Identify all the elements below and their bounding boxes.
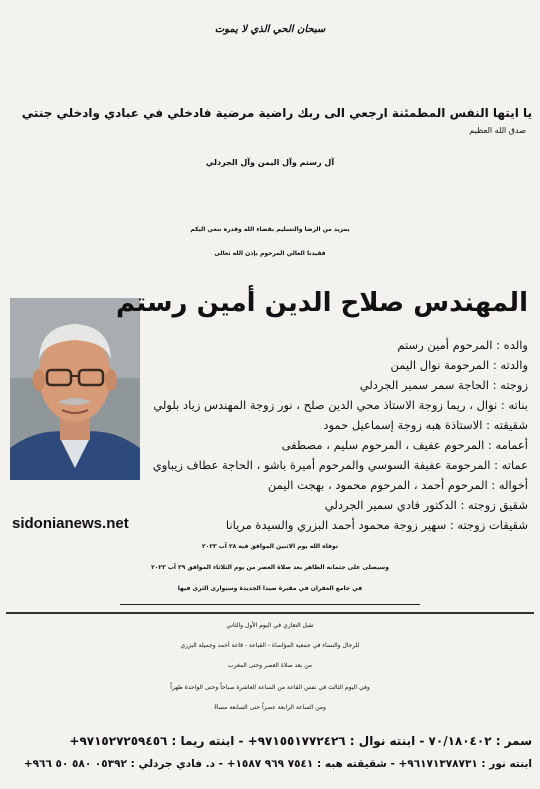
prayer-line: وسيصلى على جثمانه الطاهر بعد صلاة العصر من يوم الثلاثاء الموافق ٢٩ آب ٢٠٢٣	[151, 564, 389, 571]
phone-line: سمر : ٧٠/١٨٠٤٠٢ - ابنته نوال : ٩٧١٥٥١٧٧٢٤٢٦+ - ابنته ريما : ٩٧١٥٢٧٢٥٩٤٥٦+	[69, 734, 532, 748]
verse-source: صدق الله العظيم	[469, 126, 526, 135]
relative-line: والده : المرحوم أمين رستم	[397, 338, 528, 352]
intro-line-1: بمزيد من الرضا والتسليم بقضاء الله وقدره ننعي اليكم	[190, 226, 350, 233]
condolence-line: من بعد صلاة العصر وحتى المغرب	[228, 662, 312, 669]
relative-line: أخواله : المرحوم أحمد ، المرحوم محمود ، بهجت اليمن	[267, 478, 528, 492]
phone-line: ابنته نور : ٩٦١٧١٣٧٨٧٣١+ - شقيقته هبه : ٧٥٤١ ٩٦٩ ١٥٨٧+ - د. فادي جردلي : ٠٥٣٩٢ ٥٨٠ ٥٠ ٩٦٦+	[23, 758, 532, 770]
relative-line: شقيقات زوجته : سهير زوجة محمود أحمد البزري والسيدة مريانا	[225, 518, 528, 532]
relative-line: أعمامه : المرحوم عفيف ، المرحوم سليم ، مصطفى	[281, 438, 528, 452]
condolence-line: ومن الساعة الرابعة عصراً حتى السابعة مساءً	[214, 704, 326, 711]
header-calligraphy: سبحان الحي الذي لا يموت	[214, 24, 326, 35]
burial-underline	[120, 604, 420, 605]
condolence-line: وفي اليوم الثالث في نفس القاعة من الساعة العاشرة صباحاً وحتى الواحدة ظهراً	[170, 684, 370, 691]
death-date-line: توفاه الله يوم الاثنين الموافق فيه ٢٨ آب ٢٠٢٣	[202, 543, 338, 550]
relative-line: والدته : المرحومة نوال اليمن	[390, 358, 528, 372]
relative-line: عماته : المرحومة عفيفة السوسي والمرحوم أميرة باشو ، الحاجة عطاف زيباوي	[152, 458, 528, 472]
burial-line: في جامع الغفران في مقبرة صيدا الجديدة وسيوارى الثرى فيها	[177, 585, 363, 592]
relative-line: شقيق زوجته : الدكتور فادي سمير الجردلي	[324, 498, 528, 512]
relative-line: شقيقته : الاستاذة هبه زوجة إسماعيل حمود	[323, 418, 528, 432]
deceased-photo	[10, 298, 140, 480]
section-divider	[6, 612, 534, 614]
condolence-line: للرجال والنساء في جمعية المؤاساة - القياعة - قاعة أحمد وجميلة البزري	[180, 642, 360, 649]
website-watermark: sidonianews.net	[12, 515, 129, 532]
relative-line: بناته : نوال ، ريما زوجة الاستاذ محي الدين صلح ، نور زوجة المهندس زياد بلولي	[153, 398, 528, 412]
families-title: آل رستم وآل اليمن وآل الجردلي	[205, 158, 335, 167]
condolence-line: تقبل التعازي في اليوم الأول والثاني	[226, 622, 314, 629]
deceased-name: المهندس صلاح الدين أمين رستم	[115, 288, 528, 318]
portrait-image	[10, 298, 140, 480]
relative-line: زوجته : الحاجة سمر سمير الجردلي	[359, 378, 528, 392]
intro-line-2: فقيدنا الغالي المرحوم بإذن الله تعالى	[214, 250, 326, 257]
quran-verse: يا ايتها النفس المطمئنة ارجعي الى ربك راضية مرضية فادخلي في عبادي وادخلي جنتي	[21, 106, 532, 120]
